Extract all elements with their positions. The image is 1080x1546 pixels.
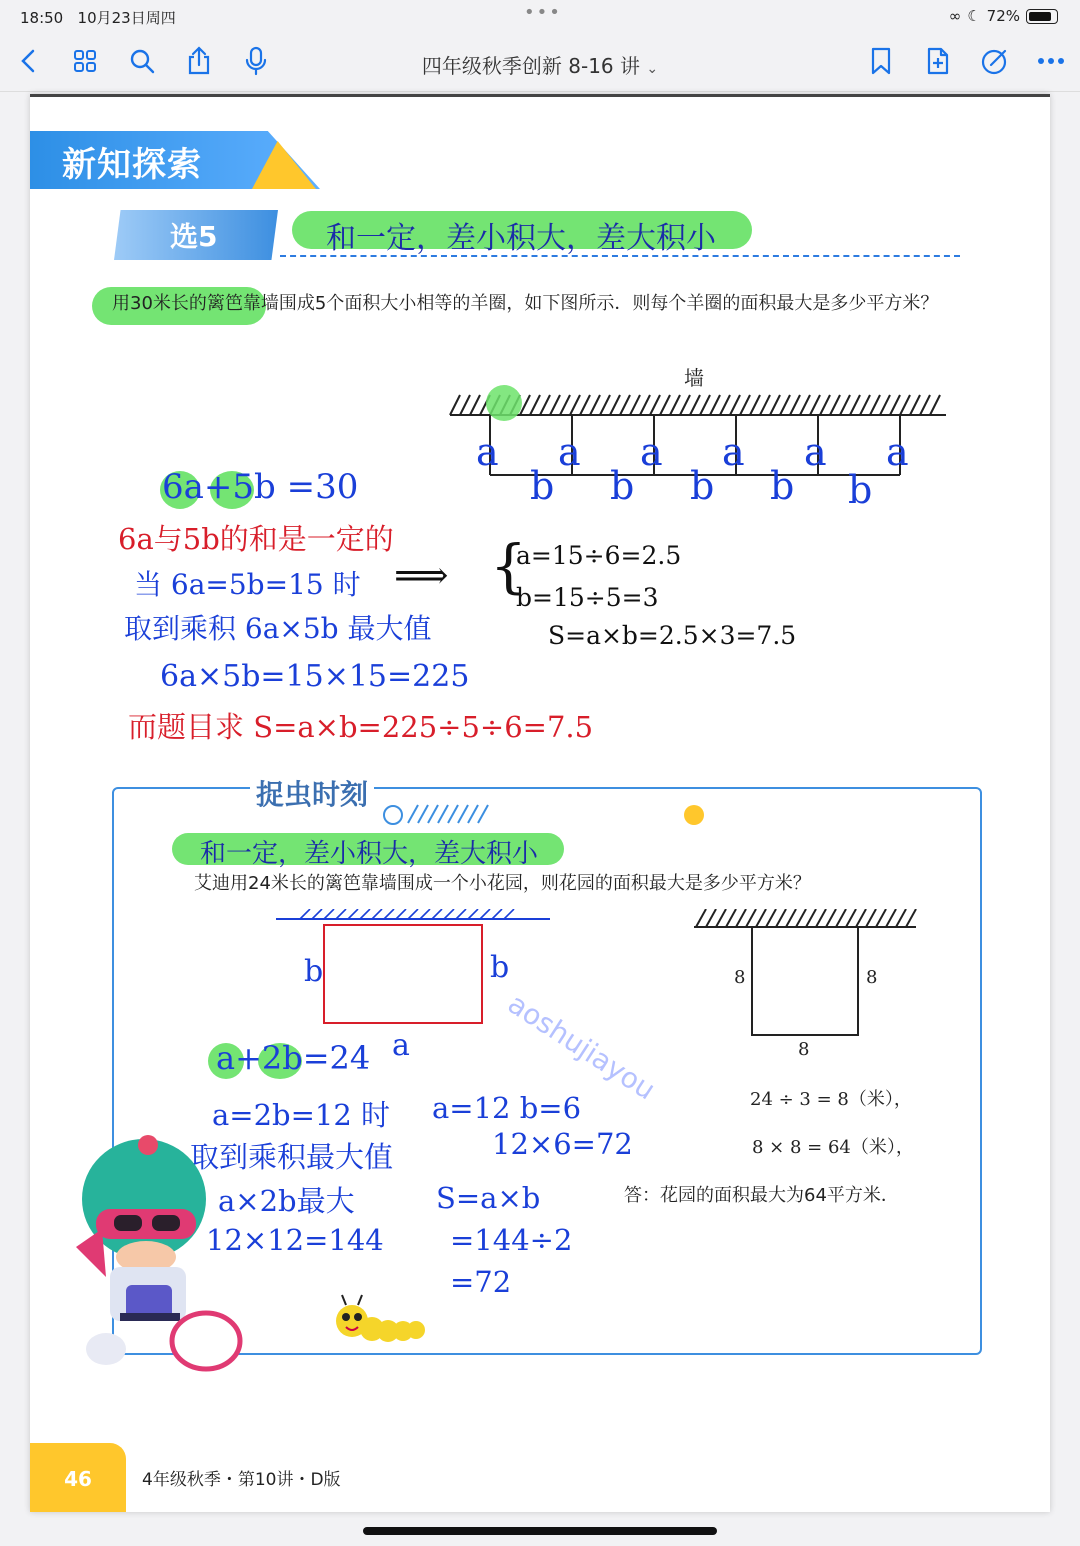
bug-note-l4: 12×12=144 xyxy=(206,1223,384,1257)
page-number: 46 xyxy=(30,1443,126,1512)
wall-hatch xyxy=(730,395,740,415)
wall-hatch xyxy=(826,909,836,927)
divider-line xyxy=(280,255,960,257)
wall-hatch xyxy=(830,395,840,415)
document-title[interactable]: 四年级秋季创新 8-16 讲 ⌄ xyxy=(421,54,659,78)
status-bar xyxy=(0,0,1080,34)
problem-tag-label: 选5 xyxy=(170,220,218,253)
wall-hatch xyxy=(800,395,810,415)
wall-hatch xyxy=(870,395,880,415)
wall-hatch xyxy=(444,909,454,919)
note-line-1: 6a与5b的和是一定的 xyxy=(118,522,394,556)
wall-hatch xyxy=(716,909,726,927)
multitask-dots[interactable]: ••• xyxy=(524,2,562,23)
wall-hatch xyxy=(836,909,846,927)
wall-hatch xyxy=(866,909,876,927)
wall-hatch xyxy=(906,909,916,927)
wall-hatch xyxy=(630,395,640,415)
wall-hatch xyxy=(706,909,716,927)
wall-hatch xyxy=(680,395,690,415)
fence-diagram xyxy=(440,359,960,509)
wall-hatch xyxy=(670,395,680,415)
label-b-3: b xyxy=(690,464,715,508)
wall-hatch xyxy=(650,395,660,415)
wall-hatch xyxy=(880,395,890,415)
wall-hatch xyxy=(740,395,750,415)
wall-hatch xyxy=(890,395,900,415)
bug-note-r4: =144÷2 xyxy=(450,1223,573,1257)
moon-icon: ☾ xyxy=(967,7,981,25)
wall-hatch xyxy=(348,909,358,919)
label-b-4: b xyxy=(770,464,795,508)
wall-hatch xyxy=(820,395,830,415)
label-a-1: a xyxy=(476,430,499,474)
note-right-3: S=a×b=2.5×3=7.5 xyxy=(548,621,797,650)
bug-rule-note: 和一定，差小积大，差大积小 xyxy=(200,839,539,869)
wall-hatch xyxy=(312,909,322,919)
wall-hatch xyxy=(372,909,382,919)
calc-line-1: 24 ÷ 3 = 8（米）， xyxy=(750,1089,912,1110)
note-line-5: 而题目求 S=a×b=225÷5÷6=7.5 xyxy=(128,710,594,744)
sketch-label-right: b xyxy=(490,950,510,985)
toolbar xyxy=(0,34,1080,92)
problem-text: 用30米长的篱笆靠墙围成5个面积大小相等的羊圈，如下图所示．则每个羊圈的面积最大是多少平方米？ xyxy=(112,293,939,314)
battery-icon xyxy=(1026,9,1058,24)
wall-hatch xyxy=(780,395,790,415)
wall-hatch xyxy=(570,395,580,415)
wall-hatch xyxy=(468,909,478,919)
wall-hatch xyxy=(790,395,800,415)
wall-hatch xyxy=(750,395,760,415)
wall-hatch xyxy=(766,909,776,927)
wall-hatch xyxy=(846,909,856,927)
bug-note-l3: a×2b最大 xyxy=(218,1184,355,1218)
wall-hatch xyxy=(530,395,540,415)
wall-hatch xyxy=(590,395,600,415)
wall-hatch xyxy=(360,909,370,919)
bug-note-l1: a=2b=12 时 xyxy=(212,1098,391,1132)
bug-section-title: 捉虫时刻 xyxy=(250,773,374,813)
wall-label: 墙 xyxy=(684,366,704,390)
link-icon: ∞ xyxy=(948,7,962,25)
wall-hatch xyxy=(450,395,460,415)
wall-hatch xyxy=(492,909,502,919)
bug-note-r2: 12×6=72 xyxy=(492,1127,633,1161)
wall-hatch xyxy=(710,395,720,415)
cartoon-character xyxy=(66,1127,256,1377)
student-sketch xyxy=(270,909,570,1059)
wall-hatch xyxy=(504,909,514,919)
wall-hatch xyxy=(460,395,470,415)
label-b-5: b xyxy=(848,468,873,509)
wall-hatch xyxy=(470,395,480,415)
sketch-label-bottom: a xyxy=(392,1028,410,1059)
wall-hatch xyxy=(696,909,706,927)
wall-hatch xyxy=(420,909,430,919)
wall-hatch xyxy=(660,395,670,415)
document-page xyxy=(30,94,1050,1512)
bug-title-decoration xyxy=(382,799,508,829)
wall-hatch xyxy=(610,395,620,415)
bug-problem-text: 艾迪用24米长的篱笆靠墙围成一个小花园，则花园的面积最大是多少平方米？ xyxy=(194,873,811,894)
bookmark-icon[interactable] xyxy=(866,46,896,76)
wall-hatch xyxy=(856,909,866,927)
label-a-2: a xyxy=(558,430,581,474)
label-b-1: b xyxy=(530,464,555,508)
watermark: aoshujiayou xyxy=(502,987,662,1107)
status-time: 18:50 10月23日周四 xyxy=(20,9,176,27)
label-a-4: a xyxy=(722,430,745,474)
wall-hatch xyxy=(620,395,630,415)
wall-hatch xyxy=(580,395,590,415)
wall-hatch xyxy=(920,395,930,415)
wall-hatch xyxy=(910,395,920,415)
wall-hatch xyxy=(640,395,650,415)
bug-note-r1: a=12 b=6 xyxy=(432,1091,582,1125)
wall-hatch xyxy=(540,395,550,415)
wall-hatch xyxy=(690,395,700,415)
wall-hatch xyxy=(720,395,730,415)
calc-line-2: 8 × 8 = 64（米）， xyxy=(752,1137,914,1158)
figure-label-bottom: 8 xyxy=(798,1039,810,1059)
section-title: 新知探索 xyxy=(62,145,202,185)
label-a-5: a xyxy=(804,430,827,474)
wall-hatch xyxy=(786,909,796,927)
figure-label-right: 8 xyxy=(866,967,878,988)
label-a-6: a xyxy=(886,430,909,474)
wall-hatch xyxy=(456,909,466,919)
wall-hatch xyxy=(408,909,418,919)
footer-text: 4年级秋季・第10讲・D版 xyxy=(142,1470,341,1490)
wall-hatch xyxy=(806,909,816,927)
note-line-3: 取到乘积 6a×5b 最大值 xyxy=(124,612,432,645)
garden-figure xyxy=(690,909,920,1059)
arrow-icon: ⟹ xyxy=(394,553,449,597)
bug-note-l2: 取到乘积最大值 xyxy=(190,1140,394,1174)
wall-hatch xyxy=(860,395,870,415)
wall-hatch xyxy=(840,395,850,415)
more-icon[interactable] xyxy=(1036,46,1066,76)
wall-hatch xyxy=(896,909,906,927)
wall-hatch xyxy=(746,909,756,927)
wall-hatch xyxy=(480,909,490,919)
sketch-label-left: b xyxy=(304,954,324,989)
wall-hatch xyxy=(324,909,334,919)
note-right-1: a=15÷6=2.5 xyxy=(516,541,682,570)
wall-hatch xyxy=(560,395,570,415)
wall-hatch xyxy=(850,395,860,415)
wall-hatch xyxy=(930,395,940,415)
wall-hatch xyxy=(876,909,886,927)
wall-hatch xyxy=(300,909,310,919)
bug-section-dot xyxy=(684,805,704,825)
caterpillar-icon xyxy=(332,1293,428,1349)
wall-hatch xyxy=(736,909,746,927)
label-b-2: b xyxy=(610,464,635,508)
wall-hatch xyxy=(810,395,820,415)
wall-hatch xyxy=(900,395,910,415)
answer-text: 答：花园的面积最大为64平方米． xyxy=(624,1185,899,1206)
wall-hatch xyxy=(816,909,826,927)
wall-hatch xyxy=(700,395,710,415)
bug-note-r3: S=a×b xyxy=(436,1181,541,1215)
wall-hatch xyxy=(756,909,766,927)
label-a-3: a xyxy=(640,430,663,474)
figure-label-left: 8 xyxy=(734,967,746,988)
home-indicator[interactable] xyxy=(363,1527,717,1535)
wall-hatch xyxy=(760,395,770,415)
rule-note: 和一定，差小积大，差大积小 xyxy=(326,221,716,256)
markup-icon[interactable] xyxy=(980,46,1010,76)
note-equation: 6a+5b =30 xyxy=(162,467,359,507)
wall-hatch xyxy=(776,909,786,927)
wall-hatch xyxy=(384,909,394,919)
wall-hatch xyxy=(336,909,346,919)
wall-hatch xyxy=(600,395,610,415)
status-right xyxy=(949,7,1058,25)
wall-hatch xyxy=(770,395,780,415)
wall-hatch xyxy=(886,909,896,927)
wall-hatch xyxy=(396,909,406,919)
wall-hatch xyxy=(726,909,736,927)
brace-icon: { xyxy=(490,532,527,600)
add-page-icon[interactable] xyxy=(923,46,953,76)
wall-hatch xyxy=(550,395,560,415)
note-right-2: b=15÷5=3 xyxy=(516,583,659,612)
wall-hatch xyxy=(432,909,442,919)
battery-percent: 72% xyxy=(986,7,1020,25)
bug-note-r5: =72 xyxy=(450,1265,512,1299)
wall-hatch xyxy=(796,909,806,927)
note-line-4: 6a×5b=15×15=225 xyxy=(160,659,470,694)
bug-note-eq: a+2b=24 xyxy=(216,1039,371,1077)
note-line-2: 当 6a=5b=15 时 xyxy=(134,568,361,601)
